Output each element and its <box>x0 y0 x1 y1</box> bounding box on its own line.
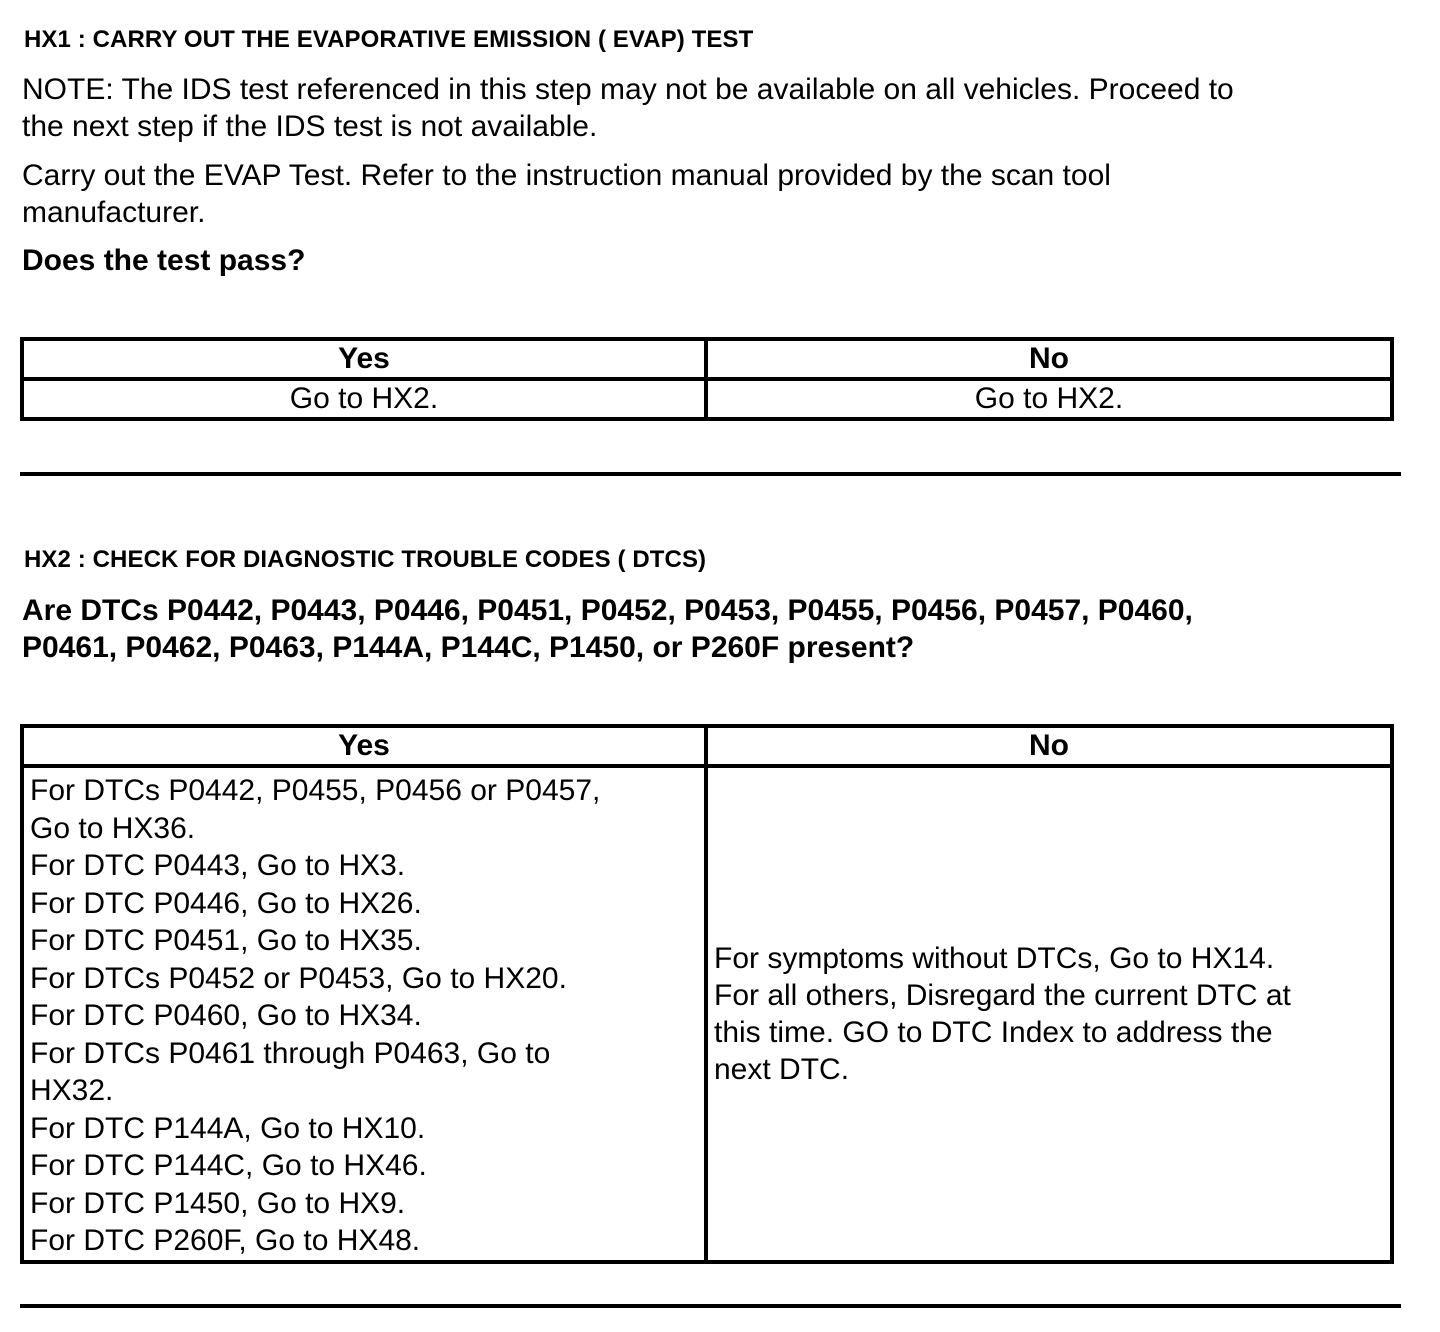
hx1-instruction-line-1: Carry out the EVAP Test. Refer to the instruction manual provided by the scan tool <box>22 159 1111 192</box>
table-header-row <box>22 339 1392 379</box>
table-header-row <box>22 726 1392 766</box>
hx1-result-table <box>20 337 1394 421</box>
no-line: For all others, Disregard the current DTC at <box>714 978 1291 1012</box>
yes-line: For DTCs P0442, P0455, P0456 or P0457, <box>30 774 601 807</box>
yes-line: HX32. <box>30 1074 114 1107</box>
hx1-section <box>22 26 1402 54</box>
no-instructions <box>706 766 1392 1262</box>
hx1-question-block <box>22 242 1402 279</box>
yes-line: For DTCs P0452 or P0453, Go to HX20. <box>30 961 567 995</box>
yes-line: For DTC P144A, Go to HX10. <box>30 1111 426 1145</box>
no-header: No <box>706 726 1392 766</box>
table-row <box>22 379 1392 419</box>
no-line: next DTC. <box>714 1052 850 1086</box>
no-line: this time. GO to DTC Index to address the <box>714 1015 1273 1049</box>
hx2-question-line-2: P0461, P0462, P0463, P144A, P144C, P1450, or P260F present? <box>22 631 915 664</box>
hx1-note <box>22 71 1402 145</box>
hx1-instruction <box>22 157 1402 231</box>
section-divider <box>20 1304 1401 1308</box>
yes-instructions <box>22 766 706 1262</box>
yes-line: For DTC P260F, Go to HX48. <box>30 1224 421 1257</box>
yes-line: For DTCs P0461 through P0463, Go to <box>30 1036 551 1070</box>
hx2-result-table <box>20 724 1394 1264</box>
hx1-title: HX1 : CARRY OUT THE EVAPORATIVE EMISSION ( EVAP) TEST <box>24 26 754 53</box>
yes-line: Go to HX36. <box>30 811 196 845</box>
yes-line: For DTC P0443, Go to HX3. <box>30 849 406 882</box>
no-action: Go to HX2. <box>706 379 1392 419</box>
hx2-title: HX2 : CHECK FOR DIAGNOSTIC TROUBLE CODES ( DTCS) <box>24 546 707 573</box>
yes-line: For DTC P1450, Go to HX9. <box>30 1186 406 1220</box>
hx1-note-line-1: NOTE: The IDS test referenced in this step may not be available on all vehicles. Proceed to <box>22 73 1234 106</box>
hx2-question-block <box>22 592 1402 666</box>
yes-line: For DTC P0460, Go to HX34. <box>30 999 422 1032</box>
yes-header: Yes <box>22 339 706 379</box>
yes-action: Go to HX2. <box>22 379 706 419</box>
yes-line: For DTC P0451, Go to HX35. <box>30 924 422 957</box>
no-header: No <box>706 339 1392 379</box>
hx1-question: Does the test pass? <box>22 244 306 277</box>
hx2-section <box>22 546 1402 574</box>
hx1-note-line-2: the next step if the IDS test is not available. <box>22 110 598 143</box>
table-row <box>22 766 1392 1262</box>
yes-line: For DTC P0446, Go to HX26. <box>30 886 422 920</box>
yes-line: For DTC P144C, Go to HX46. <box>30 1149 427 1182</box>
yes-header: Yes <box>22 726 706 766</box>
hx2-question-line-1: Are DTCs P0442, P0443, P0446, P0451, P0452, P0453, P0455, P0456, P0457, P0460, <box>22 594 1193 627</box>
section-divider <box>20 472 1401 476</box>
hx1-instruction-line-2: manufacturer. <box>22 196 206 229</box>
no-line: For symptoms without DTCs, Go to HX14. <box>714 941 1275 975</box>
